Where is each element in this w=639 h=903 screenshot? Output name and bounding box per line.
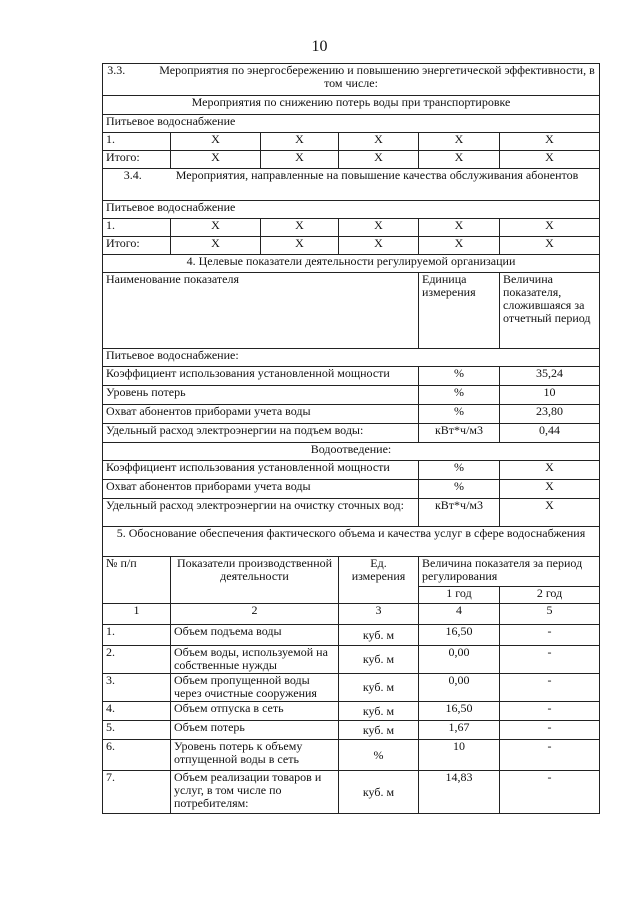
col-value-header: Величина показателя за период регулирования — [419, 557, 600, 587]
table-row: 7. Объем реализации товаров и услуг, в том числе по потребителям: куб. м 14,83 - — [103, 771, 600, 814]
section-4-title: 4. Целевые показатели деятельности регулируемой организации — [103, 255, 600, 273]
col-unit-header: Единица измерения — [419, 273, 500, 349]
column-index-row: 1 2 3 4 5 — [103, 604, 600, 625]
group-label: Водоотведение: — [103, 443, 600, 461]
section-4-col-header — [103, 273, 600, 349]
table-row: Итого: X X X X X — [103, 237, 600, 255]
section-title: Мероприятия, направленные на повышение качества обслуживания абонентов — [175, 168, 579, 182]
table-row: 1. X X X X X — [103, 133, 600, 151]
section-number: 3.4. — [123, 168, 142, 182]
section-number: 3.3. — [107, 63, 126, 77]
report-table — [102, 63, 600, 814]
table-row: 6. Уровень потерь к объему отпущенной воды в сеть % 10 - — [103, 740, 600, 771]
col-year2-header: 2 год — [500, 587, 600, 604]
table-row: Удельный расход электроэнергии на очистку сточных вод: кВт*ч/м3 X — [103, 499, 600, 527]
table-row: Уровень потерь % 10 — [103, 386, 600, 405]
table-row: Коэффициент использования установленной мощности % 35,24 — [103, 367, 600, 386]
section-3-4-header — [103, 169, 600, 201]
col-num-header: № п/п — [103, 557, 171, 604]
page-number: 10 — [311, 38, 328, 55]
group-label: Питьевое водоснабжение: — [103, 349, 600, 367]
col-year1-header: 1 год — [419, 587, 500, 604]
table-row: Коэффициент использования установленной мощности % X — [103, 461, 600, 480]
table-row: Итого: X X X X X — [103, 151, 600, 169]
section-5-col-header — [103, 557, 600, 587]
section-5-title: 5. Обоснование обеспечения фактического объема и качества услуг в сфере водоснабжения — [103, 527, 600, 557]
table-row: 5. Объем потерь куб. м 1,67 - — [103, 721, 600, 740]
table-row: 3. Объем пропущенной воды через очистные сооружения куб. м 0,00 - — [103, 674, 600, 702]
col-unit-header: Ед. измерения — [339, 557, 419, 604]
section-title: Мероприятия по энергосбережению и повышению энергетической эффективности, в том числе: — [159, 63, 595, 90]
table-row: 1. Объем подъема воды куб. м 16,50 - — [103, 625, 600, 646]
table-row: Охват абонентов приборами учета воды % 23,80 — [103, 405, 600, 424]
col-indicator-header: Показатели производственной деятельности — [171, 557, 339, 604]
col-value-header: Величина показателя, сложившаяся за отчетный период — [500, 273, 600, 349]
section-subtitle: Мероприятия по снижению потерь воды при транспортировке — [103, 96, 600, 115]
table-row: 4. Объем отпуска в сеть куб. м 16,50 - — [103, 702, 600, 721]
table-row: Удельный расход электроэнергии на подъем воды: кВт*ч/м3 0,44 — [103, 424, 600, 443]
section-3-3-header — [103, 64, 600, 96]
table-row: 2. Объем воды, используемой на собственные нужды куб. м 0,00 - — [103, 646, 600, 674]
group-label: Питьевое водоснабжение — [103, 115, 600, 133]
table-row: 1. X X X X X — [103, 219, 600, 237]
table-row: Охват абонентов приборами учета воды % X — [103, 480, 600, 499]
group-label: Питьевое водоснабжение — [103, 201, 600, 219]
col-name-header: Наименование показателя — [103, 273, 419, 349]
